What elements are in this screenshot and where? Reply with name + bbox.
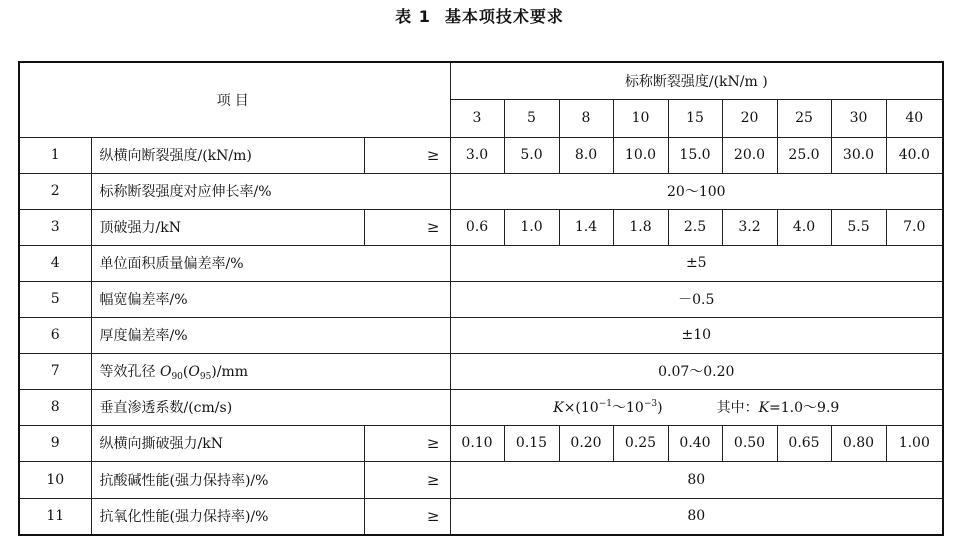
table-row xyxy=(19,498,943,535)
table-row xyxy=(19,389,943,425)
row-item: 顶破强力/kN xyxy=(91,209,364,245)
row-item: 厚度偏差率/% xyxy=(91,317,450,353)
item-text: ( xyxy=(182,364,189,380)
row-number: 8 xyxy=(19,389,91,425)
row-item: 标称断裂强度对应伸长率/% xyxy=(91,173,450,209)
value-cell: 0.80 xyxy=(831,425,886,461)
value-cell: 40.0 xyxy=(886,137,943,173)
ge-symbol: ≥ xyxy=(364,137,450,173)
table-row xyxy=(19,137,943,173)
item-text: 等效孔径 xyxy=(99,364,160,380)
formula-exponent: −1 xyxy=(598,399,612,409)
span-value: ±5 xyxy=(450,245,943,281)
row-number: 2 xyxy=(19,173,91,209)
formula-exponent: −3 xyxy=(643,399,658,409)
value-cell: 5.5 xyxy=(831,209,886,245)
value-cell: 1.8 xyxy=(613,209,668,245)
value-cell: 15.0 xyxy=(668,137,722,173)
ge-symbol: ≥ xyxy=(364,425,450,461)
strength-header-cell: 3 xyxy=(450,99,504,137)
row-number: 1 xyxy=(19,137,91,173)
value-cell: 1.0 xyxy=(504,209,559,245)
table-number: 表 1 xyxy=(395,7,431,26)
formula-text: ) xyxy=(657,400,663,416)
item-symbol: O xyxy=(188,364,200,380)
strength-group-header: 标称断裂强度/(kN/m ) xyxy=(450,62,943,99)
strength-header-cell: 20 xyxy=(722,99,777,137)
value-cell: 0.6 xyxy=(450,209,504,245)
span-value: 20～100 xyxy=(450,173,943,209)
span-value: 80 xyxy=(450,461,943,498)
strength-header-cell: 40 xyxy=(886,99,943,137)
item-subscript: 90 xyxy=(171,372,183,382)
value-cell: 0.65 xyxy=(777,425,831,461)
value-cell: 0.50 xyxy=(722,425,777,461)
formula-expression xyxy=(553,400,662,416)
row-number: 7 xyxy=(19,353,91,389)
table-caption: 基本项技术要求 xyxy=(444,7,564,26)
table-row xyxy=(19,353,943,389)
table-title xyxy=(0,4,953,27)
row-item: 纵横向断裂强度/(kN/m) xyxy=(91,137,364,173)
row-item: 纵横向撕破强力/kN xyxy=(91,425,364,461)
ge-symbol: ≥ xyxy=(364,209,450,245)
formula-text: ～10 xyxy=(612,400,644,416)
value-cell: 0.15 xyxy=(504,425,559,461)
formula xyxy=(553,397,839,417)
value-cell: 20.0 xyxy=(722,137,777,173)
value-cell: 25.0 xyxy=(777,137,831,173)
strength-header-cell: 25 xyxy=(777,99,831,137)
item-symbol: O xyxy=(159,364,172,380)
table-row xyxy=(19,317,943,353)
value-cell: 10.0 xyxy=(613,137,668,173)
value-cell: 1.00 xyxy=(886,425,943,461)
row-number: 5 xyxy=(19,281,91,317)
table-row xyxy=(19,425,943,461)
table-row xyxy=(19,209,943,245)
row-number: 3 xyxy=(19,209,91,245)
row-item: 抗酸碱性能(强力保持率)/% xyxy=(91,461,364,498)
value-cell: 0.40 xyxy=(668,425,722,461)
value-cell: 30.0 xyxy=(831,137,886,173)
value-cell: 3.2 xyxy=(722,209,777,245)
ge-symbol: ≥ xyxy=(364,461,450,498)
row-item: 幅宽偏差率/% xyxy=(91,281,450,317)
permeability-formula xyxy=(450,389,943,425)
row-number: 9 xyxy=(19,425,91,461)
value-cell: 3.0 xyxy=(450,137,504,173)
formula-note xyxy=(717,400,840,416)
table-row xyxy=(19,173,943,209)
row-number: 11 xyxy=(19,498,91,535)
value-cell: 0.20 xyxy=(559,425,613,461)
item-header: 项目 xyxy=(19,62,450,137)
value-cell: 0.25 xyxy=(613,425,668,461)
value-cell: 7.0 xyxy=(886,209,943,245)
row-item: 抗氧化性能(强力保持率)/% xyxy=(91,498,364,535)
header-row-1 xyxy=(19,62,943,99)
strength-header-cell: 5 xyxy=(504,99,559,137)
note-k: K xyxy=(758,400,770,416)
value-cell: 4.0 xyxy=(777,209,831,245)
item-subscript: 95 xyxy=(199,372,212,382)
row-item xyxy=(91,353,450,389)
note-text: =1.0～9.9 xyxy=(769,400,840,416)
row-number: 6 xyxy=(19,317,91,353)
note-text: 其中： xyxy=(716,400,759,416)
strength-header-cell: 8 xyxy=(559,99,613,137)
ge-symbol: ≥ xyxy=(364,498,450,535)
table-row xyxy=(19,461,943,498)
strength-header-cell: 10 xyxy=(613,99,668,137)
requirements-table xyxy=(18,61,944,536)
value-cell: 0.10 xyxy=(450,425,504,461)
table-row xyxy=(19,281,943,317)
formula-k: K xyxy=(553,400,564,416)
item-text: )/mm xyxy=(211,364,249,380)
span-value: ±10 xyxy=(450,317,943,353)
row-number: 10 xyxy=(19,461,91,498)
value-cell: 5.0 xyxy=(504,137,559,173)
row-number: 4 xyxy=(19,245,91,281)
value-cell: 8.0 xyxy=(559,137,613,173)
formula-text: ×(10 xyxy=(563,400,599,416)
strength-header-cell: 30 xyxy=(831,99,886,137)
value-cell: 1.4 xyxy=(559,209,613,245)
span-value: －0.5 xyxy=(450,281,943,317)
strength-header-cell: 15 xyxy=(668,99,722,137)
value-cell: 2.5 xyxy=(668,209,722,245)
row-item: 单位面积质量偏差率/% xyxy=(91,245,450,281)
span-value: 80 xyxy=(450,498,943,535)
row-item: 垂直渗透系数/(cm/s) xyxy=(91,389,450,425)
span-value: 0.07～0.20 xyxy=(450,353,943,389)
table-row xyxy=(19,245,943,281)
